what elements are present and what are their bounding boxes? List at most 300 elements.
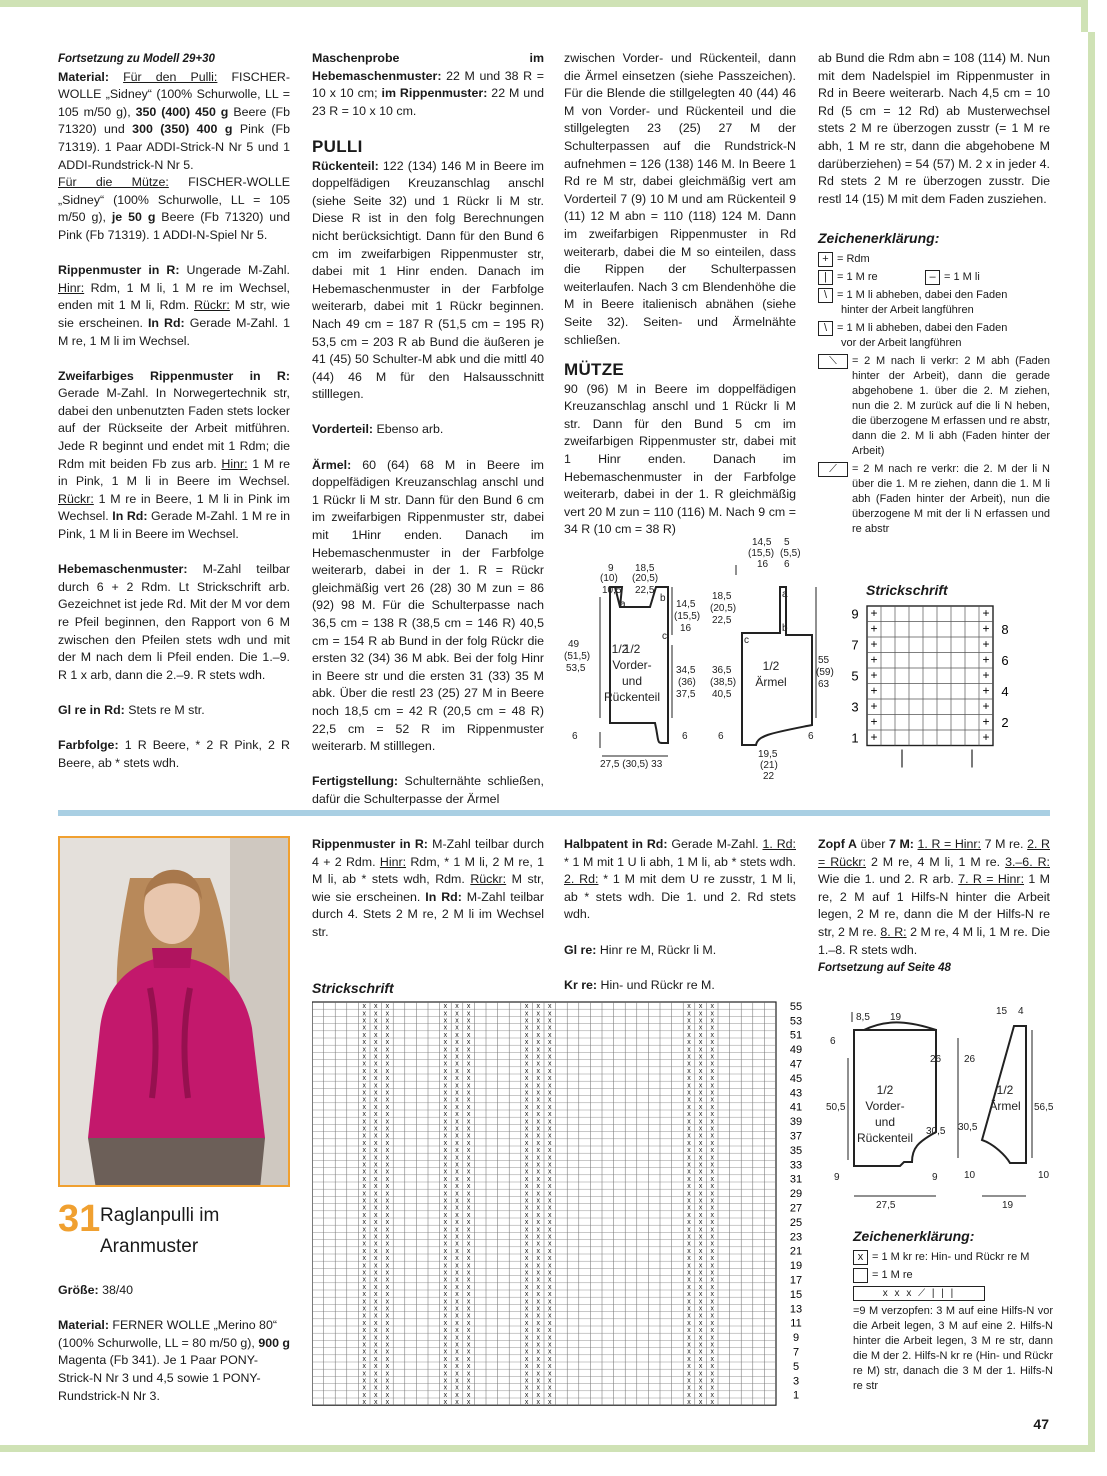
bottom-chart-x-mark: x bbox=[548, 1312, 552, 1320]
bottom-chart-x-mark: x bbox=[374, 1031, 378, 1039]
bottom-chart-x-mark: x bbox=[374, 1010, 378, 1018]
bottom-chart-x-mark: x bbox=[374, 1024, 378, 1032]
bottom-chart-x-mark: x bbox=[698, 1391, 703, 1399]
bottom-chart-x-mark: x bbox=[687, 1247, 691, 1255]
cross-left-symbol-icon: ⟍ bbox=[818, 354, 848, 369]
bottom-chart-x-mark: x bbox=[455, 1010, 459, 1018]
svg-text:10: 10 bbox=[1038, 1170, 1050, 1181]
bottom-chart-x-mark: x bbox=[385, 1010, 390, 1018]
bottom-chart-x-mark: x bbox=[374, 1276, 378, 1284]
bottom-knitting-chart bbox=[312, 998, 820, 1406]
bottom-chart-x-mark: x bbox=[466, 1247, 471, 1255]
bottom-chart-x-mark: x bbox=[536, 1211, 540, 1219]
bottom-chart-x-mark: x bbox=[536, 1046, 540, 1054]
bottom-chart-x-mark: x bbox=[385, 1363, 390, 1371]
bottom-chart-x-mark: x bbox=[524, 1197, 529, 1205]
bottom-chart-x-mark: x bbox=[455, 1233, 459, 1241]
bottom-chart-x-mark: x bbox=[548, 1262, 552, 1270]
bottom-chart-x-mark: x bbox=[698, 1039, 703, 1047]
bottom-chart-x-mark: x bbox=[710, 1190, 714, 1198]
bottom-chart-x-mark: x bbox=[374, 1211, 378, 1219]
bottom-chart-x-mark: x bbox=[687, 1125, 691, 1133]
bottom-chart-x-mark: x bbox=[536, 1089, 540, 1097]
bottom-chart-x-mark: x bbox=[524, 1154, 529, 1162]
bottom-chart-x-mark: x bbox=[466, 1319, 471, 1327]
bottom-chart-x-mark: x bbox=[443, 1247, 448, 1255]
top-chart-row-label: 8 bbox=[1001, 621, 1009, 637]
bottom-chart-x-mark: x bbox=[455, 1370, 459, 1378]
bottom-chart-x-mark: x bbox=[466, 1226, 471, 1234]
bottom-column-3 bbox=[564, 836, 796, 994]
bottom-chart-x-mark: x bbox=[362, 1255, 366, 1263]
bottom-chart-x-mark: x bbox=[687, 1168, 691, 1176]
bottom-chart-x-mark: x bbox=[466, 1334, 471, 1342]
bottom-chart-x-mark: x bbox=[524, 1348, 529, 1356]
bottom-chart-x-mark: x bbox=[385, 1247, 390, 1255]
bottom-chart-x-mark: x bbox=[455, 1175, 459, 1183]
bottom-chart-x-mark: x bbox=[710, 1327, 714, 1335]
bottom-chart-x-mark: x bbox=[443, 1139, 448, 1147]
bottom-chart-x-mark: x bbox=[443, 1298, 448, 1306]
top-chart-title: Strickschrift bbox=[866, 582, 948, 598]
top-chart-rdm-mark: + bbox=[982, 606, 990, 621]
bottom-chart-x-mark: x bbox=[466, 1175, 471, 1183]
svg-text:Rückenteil: Rückenteil bbox=[603, 690, 661, 704]
bottom-chart-x-mark: x bbox=[548, 1096, 552, 1104]
bottom-chart-x-mark: x bbox=[455, 1219, 459, 1227]
bottom-chart-x-mark: x bbox=[466, 1291, 471, 1299]
bottom-chart-x-mark: x bbox=[455, 1211, 459, 1219]
legend-title-bottom: Zeichenerklärung: bbox=[853, 1228, 975, 1244]
bottom-chart-x-mark: x bbox=[524, 1003, 529, 1011]
bottom-chart-x-mark: x bbox=[710, 1240, 714, 1248]
bottom-chart-x-mark: x bbox=[374, 1075, 378, 1083]
bottom-chart-x-mark: x bbox=[455, 1168, 459, 1176]
bottom-chart-x-mark: x bbox=[374, 1348, 378, 1356]
maschenprobe-paragraph: Maschenprobe im Hebemaschenmuster: 22 M und 38 R = 10 x 10 cm; im Rippenmuster: 22 M und 23 R = 10 x 10 cm. bbox=[312, 51, 544, 118]
top-chart-row-label: 5 bbox=[851, 668, 859, 684]
bottom-chart-x-mark: x bbox=[536, 1024, 540, 1032]
bottom-chart-x-mark: x bbox=[710, 1125, 714, 1133]
bottom-chart-x-mark: x bbox=[710, 1111, 714, 1119]
bottom-chart-x-mark: x bbox=[687, 1255, 691, 1263]
svg-text:34,5: 34,5 bbox=[676, 665, 696, 676]
bottom-chart-x-mark: x bbox=[385, 1355, 390, 1363]
bottom-chart-x-mark: x bbox=[455, 1017, 459, 1025]
bottom-chart-x-mark: x bbox=[374, 1082, 378, 1090]
bottom-chart-x-mark: x bbox=[385, 1031, 390, 1039]
bottom-chart-x-mark: x bbox=[710, 1046, 714, 1054]
bottom-chart-x-mark: x bbox=[710, 1139, 714, 1147]
bottom-chart-x-mark: x bbox=[536, 1319, 540, 1327]
bottom-chart-x-mark: x bbox=[362, 1355, 366, 1363]
top-column-2 bbox=[312, 50, 544, 809]
bottom-chart-x-mark: x bbox=[362, 1024, 366, 1032]
bottom-chart-row-label: 11 bbox=[790, 1317, 802, 1330]
bottom-chart-x-mark: x bbox=[536, 1204, 540, 1212]
svg-text:53,5: 53,5 bbox=[566, 663, 586, 674]
svg-text:6: 6 bbox=[718, 731, 724, 742]
bottom-chart-x-mark: x bbox=[710, 1017, 714, 1025]
bottom-chart-x-mark: x bbox=[362, 1391, 366, 1399]
bottom-chart-x-mark: x bbox=[466, 1118, 471, 1126]
bottom-chart-x-mark: x bbox=[466, 1377, 471, 1385]
bottom-chart-x-mark: x bbox=[374, 1240, 378, 1248]
bottom-chart-x-mark: x bbox=[698, 1075, 703, 1083]
legend-zopf: =9 M verzopfen: 3 M auf eine Hilfs-N vor die Arbeit legen, 3 M auf eine 2. Hilfs-N hinter die Arbeit legen, 3 M re str, dann die M der 2. Hilfs-N kr re (Hin- und Rückr re M) str, danach die 3 M der 1. Hilfs-N re str bbox=[853, 1304, 1053, 1392]
bottom-chart-x-mark: x bbox=[687, 1283, 691, 1291]
bottom-chart-x-mark: x bbox=[455, 1312, 459, 1320]
bottom-chart-x-mark: x bbox=[362, 1399, 366, 1406]
bottom-chart-x-mark: x bbox=[362, 1096, 366, 1104]
bottom-chart-x-mark: x bbox=[374, 1147, 378, 1155]
bottom-chart-x-mark: x bbox=[698, 1233, 703, 1241]
muetze-heading: MÜTZE bbox=[564, 360, 625, 380]
bottom-chart-x-mark: x bbox=[548, 1355, 552, 1363]
bottom-chart-x-mark: x bbox=[548, 1003, 552, 1011]
bottom-chart-x-mark: x bbox=[443, 1319, 448, 1327]
bottom-chart-x-mark: x bbox=[466, 1305, 471, 1313]
bottom-chart-x-mark: x bbox=[698, 1363, 703, 1371]
top-knitting-chart bbox=[845, 600, 1025, 772]
bottom-chart-x-mark: x bbox=[362, 1089, 366, 1097]
bottom-chart-x-mark: x bbox=[536, 1168, 540, 1176]
bottom-chart-x-mark: x bbox=[687, 1312, 691, 1320]
bottom-chart-x-mark: x bbox=[385, 1111, 390, 1119]
bottom-chart-row-label: 37 bbox=[789, 1130, 803, 1143]
bottom-chart-x-mark: x bbox=[687, 1370, 691, 1378]
svg-text:a: a bbox=[620, 599, 626, 610]
bottom-chart-x-mark: x bbox=[687, 1118, 691, 1126]
top-column-4 bbox=[818, 50, 1050, 540]
bottom-chart-x-mark: x bbox=[362, 1291, 366, 1299]
schem-part2-label: 1/2 bbox=[762, 659, 780, 673]
page-frame-top bbox=[0, 0, 1088, 32]
bottom-column-2 bbox=[312, 836, 544, 942]
bottom-chart-x-mark: x bbox=[374, 1103, 378, 1111]
bottom-chart-x-mark: x bbox=[698, 1283, 703, 1291]
bottom-chart-x-mark: x bbox=[710, 1319, 714, 1327]
bottom-chart-x-mark: x bbox=[698, 1175, 703, 1183]
bottom-chart-x-mark: x bbox=[710, 1370, 714, 1378]
bottom-chart-x-mark: x bbox=[548, 1399, 552, 1406]
top-chart-row-label: 1 bbox=[851, 730, 859, 746]
bottom-chart-x-mark: x bbox=[698, 1154, 703, 1162]
bottom-chart-x-mark: x bbox=[548, 1139, 552, 1147]
bottom-chart-x-mark: x bbox=[385, 1003, 390, 1011]
bottom-chart-x-mark: x bbox=[687, 1010, 691, 1018]
top-chart-rdm-mark: + bbox=[982, 714, 990, 729]
bottom-chart-x-mark: x bbox=[443, 1233, 448, 1241]
bottom-chart-x-mark: x bbox=[698, 1183, 703, 1191]
svg-text:55: 55 bbox=[818, 655, 830, 666]
bottom-chart-x-mark: x bbox=[385, 1384, 390, 1392]
bottom-chart-x-mark: x bbox=[524, 1046, 529, 1054]
bottom-chart-x-mark: x bbox=[548, 1082, 552, 1090]
svg-text:6: 6 bbox=[808, 731, 814, 742]
bottom-chart-x-mark: x bbox=[385, 1312, 390, 1320]
bottom-chart-x-mark: x bbox=[536, 1327, 540, 1335]
bottom-chart-x-mark: x bbox=[374, 1132, 378, 1140]
bottom-chart-x-mark: x bbox=[385, 1175, 390, 1183]
bottom-chart-row-label: 45 bbox=[789, 1072, 803, 1085]
bottom-chart-x-mark: x bbox=[536, 1305, 540, 1313]
svg-text:19: 19 bbox=[890, 1012, 902, 1023]
bottom-chart-x-mark: x bbox=[536, 1017, 540, 1025]
bottom-chart-x-mark: x bbox=[385, 1348, 390, 1356]
bottom-chart-x-mark: x bbox=[698, 1053, 703, 1061]
bottom-chart-x-mark: x bbox=[362, 1031, 366, 1039]
bottom-chart-x-mark: x bbox=[362, 1233, 366, 1241]
bottom-chart-x-mark: x bbox=[710, 1384, 714, 1392]
bottom-chart-x-mark: x bbox=[466, 1269, 471, 1277]
bottom-chart-x-mark: x bbox=[455, 1046, 459, 1054]
bottom-chart-x-mark: x bbox=[466, 1355, 471, 1363]
svg-text:(38,5): (38,5) bbox=[710, 677, 737, 688]
farbfolge-paragraph: Farbfolge: 1 R Beere, * 2 R Pink, 2 R Beere, ab * stets wdh. bbox=[58, 738, 290, 770]
svg-text:22,5: 22,5 bbox=[712, 615, 732, 626]
bottom-chart-x-mark: x bbox=[443, 1010, 448, 1018]
bottom-chart-x-mark: x bbox=[536, 1003, 540, 1011]
svg-text:b: b bbox=[660, 593, 666, 604]
bottom-chart-x-mark: x bbox=[443, 1089, 448, 1097]
legend-re-li: | = 1 M re – = 1 M li bbox=[818, 270, 1050, 285]
bottom-chart-x-mark: x bbox=[698, 1341, 703, 1349]
svg-text:8,5: 8,5 bbox=[856, 1012, 870, 1023]
bottom-chart-x-mark: x bbox=[362, 1240, 366, 1248]
bottom-chart-x-mark: x bbox=[466, 1017, 471, 1025]
bottom-chart-x-mark: x bbox=[524, 1247, 529, 1255]
bottom-chart-x-mark: x bbox=[466, 1363, 471, 1371]
bottom-chart-x-mark: x bbox=[710, 1039, 714, 1047]
top-chart-rdm-mark: + bbox=[982, 637, 990, 652]
bottom-chart-x-mark: x bbox=[710, 1363, 714, 1371]
bottom-chart-x-mark: x bbox=[524, 1233, 529, 1241]
bottom-chart-x-mark: x bbox=[443, 1031, 448, 1039]
bottom-chart-x-mark: x bbox=[524, 1283, 529, 1291]
bottom-chart-x-mark: x bbox=[687, 1075, 691, 1083]
bottom-chart-x-mark: x bbox=[548, 1298, 552, 1306]
bottom-chart-x-mark: x bbox=[362, 1132, 366, 1140]
bottom-chart-x-mark: x bbox=[524, 1183, 529, 1191]
bottom-chart-x-mark: x bbox=[536, 1132, 540, 1140]
bottom-chart-x-mark: x bbox=[443, 1240, 448, 1248]
bottom-chart-x-mark: x bbox=[443, 1262, 448, 1270]
bottom-chart-x-mark: x bbox=[524, 1327, 529, 1335]
bottom-chart-x-mark: x bbox=[443, 1075, 448, 1083]
bottom-chart-x-mark: x bbox=[455, 1111, 459, 1119]
bottom-chart-x-mark: x bbox=[698, 1276, 703, 1284]
bottom-chart-x-mark: x bbox=[687, 1399, 691, 1406]
bottom-chart-x-mark: x bbox=[524, 1024, 529, 1032]
bottom-chart-x-mark: x bbox=[374, 1312, 378, 1320]
bottom-chart-x-mark: x bbox=[374, 1291, 378, 1299]
bottom-chart-x-mark: x bbox=[443, 1283, 448, 1291]
bottom-chart-x-mark: x bbox=[687, 1204, 691, 1212]
bottom-chart-x-mark: x bbox=[687, 1233, 691, 1241]
bottom-chart-x-mark: x bbox=[466, 1096, 471, 1104]
bottom-chart-row-label: 47 bbox=[789, 1058, 803, 1071]
top-chart-row-label: 6 bbox=[1001, 652, 1009, 668]
bottom-chart-x-mark: x bbox=[374, 1060, 378, 1068]
bottom-chart-x-mark: x bbox=[524, 1298, 529, 1306]
svg-text:c: c bbox=[662, 631, 667, 642]
bottom-chart-x-mark: x bbox=[698, 1355, 703, 1363]
bottom-chart-x-mark: x bbox=[687, 1132, 691, 1140]
bottom-chart-x-mark: x bbox=[710, 1219, 714, 1227]
bottom-chart-row-label: 7 bbox=[792, 1346, 800, 1359]
bottom-chart-x-mark: x bbox=[687, 1240, 691, 1248]
bottom-chart-x-mark: x bbox=[536, 1183, 540, 1191]
svg-text:18,5: 18,5 bbox=[712, 591, 732, 602]
bottom-chart-x-mark: x bbox=[536, 1399, 540, 1406]
legend-cross-left: ⟍ = 2 M nach li verkr: 2 M abh (Faden hinter der Arbeit), dann die gerade abgehobene 1. über die 2. M ziehen, nun die 2. M zurück auf die li N heben, die überzogene M erfassen und re abstr, dann die 2. M li abh (Faden hinter der Arbeit) bbox=[818, 354, 1050, 459]
continuation-next: Fortsetzung auf Seite 48 bbox=[818, 962, 951, 975]
top-chart-rdm-mark: + bbox=[982, 730, 990, 745]
bottom-chart-x-mark: x bbox=[455, 1075, 459, 1083]
bottom-chart-x-mark: x bbox=[698, 1010, 703, 1018]
top-schematic bbox=[560, 535, 835, 785]
bottom-chart-x-mark: x bbox=[466, 1031, 471, 1039]
bottom-chart-x-mark: x bbox=[385, 1168, 390, 1176]
bottom-chart-x-mark: x bbox=[687, 1003, 691, 1011]
svg-text:6: 6 bbox=[682, 731, 688, 742]
bottom-chart-x-mark: x bbox=[443, 1096, 448, 1104]
bottom-chart-x-mark: x bbox=[536, 1147, 540, 1155]
svg-text:1/2: 1/2 bbox=[623, 642, 641, 656]
bottom-chart-row-label: 9 bbox=[792, 1332, 800, 1345]
bottom-chart-x-mark: x bbox=[455, 1384, 459, 1392]
bottom-chart-x-mark: x bbox=[698, 1190, 703, 1198]
svg-text:und: und bbox=[874, 1115, 896, 1129]
bottom-chart-x-mark: x bbox=[687, 1147, 691, 1155]
bottom-chart-row-label: 31 bbox=[789, 1173, 803, 1186]
bottom-chart-x-mark: x bbox=[443, 1125, 448, 1133]
bottom-chart-x-mark: x bbox=[385, 1291, 390, 1299]
bottom-chart-x-mark: x bbox=[710, 1247, 714, 1255]
bottom-chart-x-mark: x bbox=[710, 1060, 714, 1068]
top-chart-rdm-mark: + bbox=[982, 668, 990, 683]
bottom-chart-x-mark: x bbox=[466, 1262, 471, 1270]
bottom-chart-x-mark: x bbox=[524, 1031, 529, 1039]
bottom-chart-x-mark: x bbox=[362, 1125, 366, 1133]
bottom-chart-x-mark: x bbox=[687, 1355, 691, 1363]
fertigstellung-cont-paragraph: zwischen Vorder- und Rückenteil, dann die Ärmel einsetzen (siehe Passzeichen). Für die Blende die stillgelegten 40 (44) 46 M von Vorder- und Rückenteil und die stillgelegten 23 (25) 27 M der Schulterpassen auf die Rundstrick-N aufnehmen = 126 (138) 146 M. In Beere 1 Rd re M str, dabei gleichmäßig vert am Vorderteil 7 (9) 10 M und am Rückenteil 9 (11) 12 M abn = 110 (118) 124 M. Dann im zweifarbigen Rippenmuster in Rd weiterarb, dabei die M so einteilen, dass die Rippen der Schulterpassen weiterlaufen. Nach 3 cm Blendenhöhe die M in Beere italienisch abnähen (siehe Seite 32). Seiten- und Ärmelnähte schließen. bbox=[564, 51, 796, 347]
bottom-chart-x-mark: x bbox=[443, 1039, 448, 1047]
bottom-chart-x-mark: x bbox=[687, 1226, 691, 1234]
bottom-chart-x-mark: x bbox=[548, 1240, 552, 1248]
bottom-chart-x-mark: x bbox=[362, 1118, 366, 1126]
bottom-chart-x-mark: x bbox=[698, 1312, 703, 1320]
top-chart-rdm-mark: + bbox=[870, 730, 878, 745]
bottom-chart-x-mark: x bbox=[374, 1168, 378, 1176]
bottom-chart-x-mark: x bbox=[385, 1082, 390, 1090]
bottom-chart-x-mark: x bbox=[698, 1384, 703, 1392]
bottom-chart-x-mark: x bbox=[374, 1053, 378, 1061]
rdm-symbol-icon: + bbox=[818, 252, 833, 267]
bottom-chart-x-mark: x bbox=[548, 1075, 552, 1083]
zopf-paragraph: Zopf A über 7 M: 1. R = Hinr: 7 M re. 2. R = Rückr: 2 M re, 4 M li, 1 M re. 3.–6. R: Wie die 1. und 2. R arb. 7. R = Hinr: 1 M re, 2 M auf 1 Hilfs-N hinter die Arbeit legen, 2 M re, dann die M der Hilfs-N re str, 2 M re. 8. R: 2 M re, 4 M li, 1 M re. Die 1.–8. R stets wdh. bbox=[818, 837, 1051, 957]
bottom-chart-x-mark: x bbox=[362, 1082, 366, 1090]
bottom-chart-x-mark: x bbox=[687, 1046, 691, 1054]
bottom-chart-row-label: 17 bbox=[789, 1274, 803, 1287]
bottom-chart-x-mark: x bbox=[536, 1291, 540, 1299]
bottom-chart-x-mark: x bbox=[455, 1096, 459, 1104]
bottom-chart-x-mark: x bbox=[443, 1046, 448, 1054]
pulli-heading: PULLI bbox=[312, 136, 363, 156]
bottom-chart-x-mark: x bbox=[698, 1125, 703, 1133]
bottom-chart-x-mark: x bbox=[698, 1348, 703, 1356]
bottom-chart-x-mark: x bbox=[374, 1039, 378, 1047]
bottom-chart-x-mark: x bbox=[443, 1269, 448, 1277]
bottom-chart-x-mark: x bbox=[362, 1103, 366, 1111]
bottom-chart-row-label: 33 bbox=[789, 1159, 803, 1172]
legend-zopf-symbol bbox=[853, 1286, 1053, 1301]
bottom-chart-x-mark: x bbox=[698, 1197, 703, 1205]
bottom-chart-x-mark: x bbox=[455, 1161, 459, 1169]
bottom-chart-x-mark: x bbox=[455, 1154, 459, 1162]
svg-text:18,5: 18,5 bbox=[635, 563, 655, 574]
bottom-chart-x-mark: x bbox=[687, 1060, 691, 1068]
bottom-chart-x-mark: x bbox=[443, 1204, 448, 1212]
bottom-chart-x-mark: x bbox=[548, 1319, 552, 1327]
bottom-chart-x-mark: x bbox=[466, 1053, 471, 1061]
bottom-chart-x-mark: x bbox=[455, 1305, 459, 1313]
bottom-chart-x-mark: x bbox=[455, 1348, 459, 1356]
svg-text:37,5: 37,5 bbox=[676, 689, 696, 700]
bottom-chart-x-mark: x bbox=[524, 1341, 529, 1349]
bottom-chart-x-mark: x bbox=[687, 1269, 691, 1277]
slip-back-symbol-icon: \ bbox=[818, 288, 833, 303]
bottom-chart-x-mark: x bbox=[548, 1391, 552, 1399]
bottom-chart-x-mark: x bbox=[698, 1118, 703, 1126]
bottom-chart-x-mark: x bbox=[466, 1161, 471, 1169]
top-chart-rdm-mark: + bbox=[870, 668, 878, 683]
bottom-chart-x-mark: x bbox=[710, 1175, 714, 1183]
bottom-chart-x-mark: x bbox=[536, 1377, 540, 1385]
bottom-chart-x-mark: x bbox=[548, 1039, 552, 1047]
bottom-chart-x-mark: x bbox=[698, 1132, 703, 1140]
bottom-column-4 bbox=[818, 836, 1050, 978]
bottom-chart-x-mark: x bbox=[687, 1089, 691, 1097]
bottom-chart-x-mark: x bbox=[466, 1060, 471, 1068]
bottom-chart-x-mark: x bbox=[536, 1262, 540, 1270]
bottom-chart-x-mark: x bbox=[374, 1226, 378, 1234]
bottom-chart-x-mark: x bbox=[698, 1168, 703, 1176]
bottom-chart-x-mark: x bbox=[362, 1262, 366, 1270]
bottom-chart-x-mark: x bbox=[524, 1305, 529, 1313]
bottom-chart-x-mark: x bbox=[687, 1327, 691, 1335]
bottom-chart-x-mark: x bbox=[548, 1255, 552, 1263]
bottom-chart-x-mark: x bbox=[548, 1168, 552, 1176]
bottom-chart-x-mark: x bbox=[362, 1154, 366, 1162]
bottom-chart-x-mark: x bbox=[548, 1132, 552, 1140]
bottom-chart-row-label: 21 bbox=[789, 1245, 803, 1258]
bottom-chart-x-mark: x bbox=[385, 1240, 390, 1248]
model-photo bbox=[58, 836, 290, 1187]
bottom-chart-x-mark: x bbox=[362, 1226, 366, 1234]
bottom-chart-x-mark: x bbox=[710, 1118, 714, 1126]
bottom-chart-x-mark: x bbox=[524, 1211, 529, 1219]
bottom-chart-x-mark: x bbox=[687, 1276, 691, 1284]
bottom-chart-x-mark: x bbox=[362, 1067, 366, 1075]
svg-text:(21): (21) bbox=[760, 760, 778, 771]
bottom-chart-row-label: 27 bbox=[789, 1202, 803, 1215]
bottom-chart-x-mark: x bbox=[385, 1096, 390, 1104]
bottom-chart-x-mark: x bbox=[466, 1075, 471, 1083]
bottom-chart-x-mark: x bbox=[455, 1082, 459, 1090]
svg-text:15: 15 bbox=[996, 1006, 1008, 1017]
